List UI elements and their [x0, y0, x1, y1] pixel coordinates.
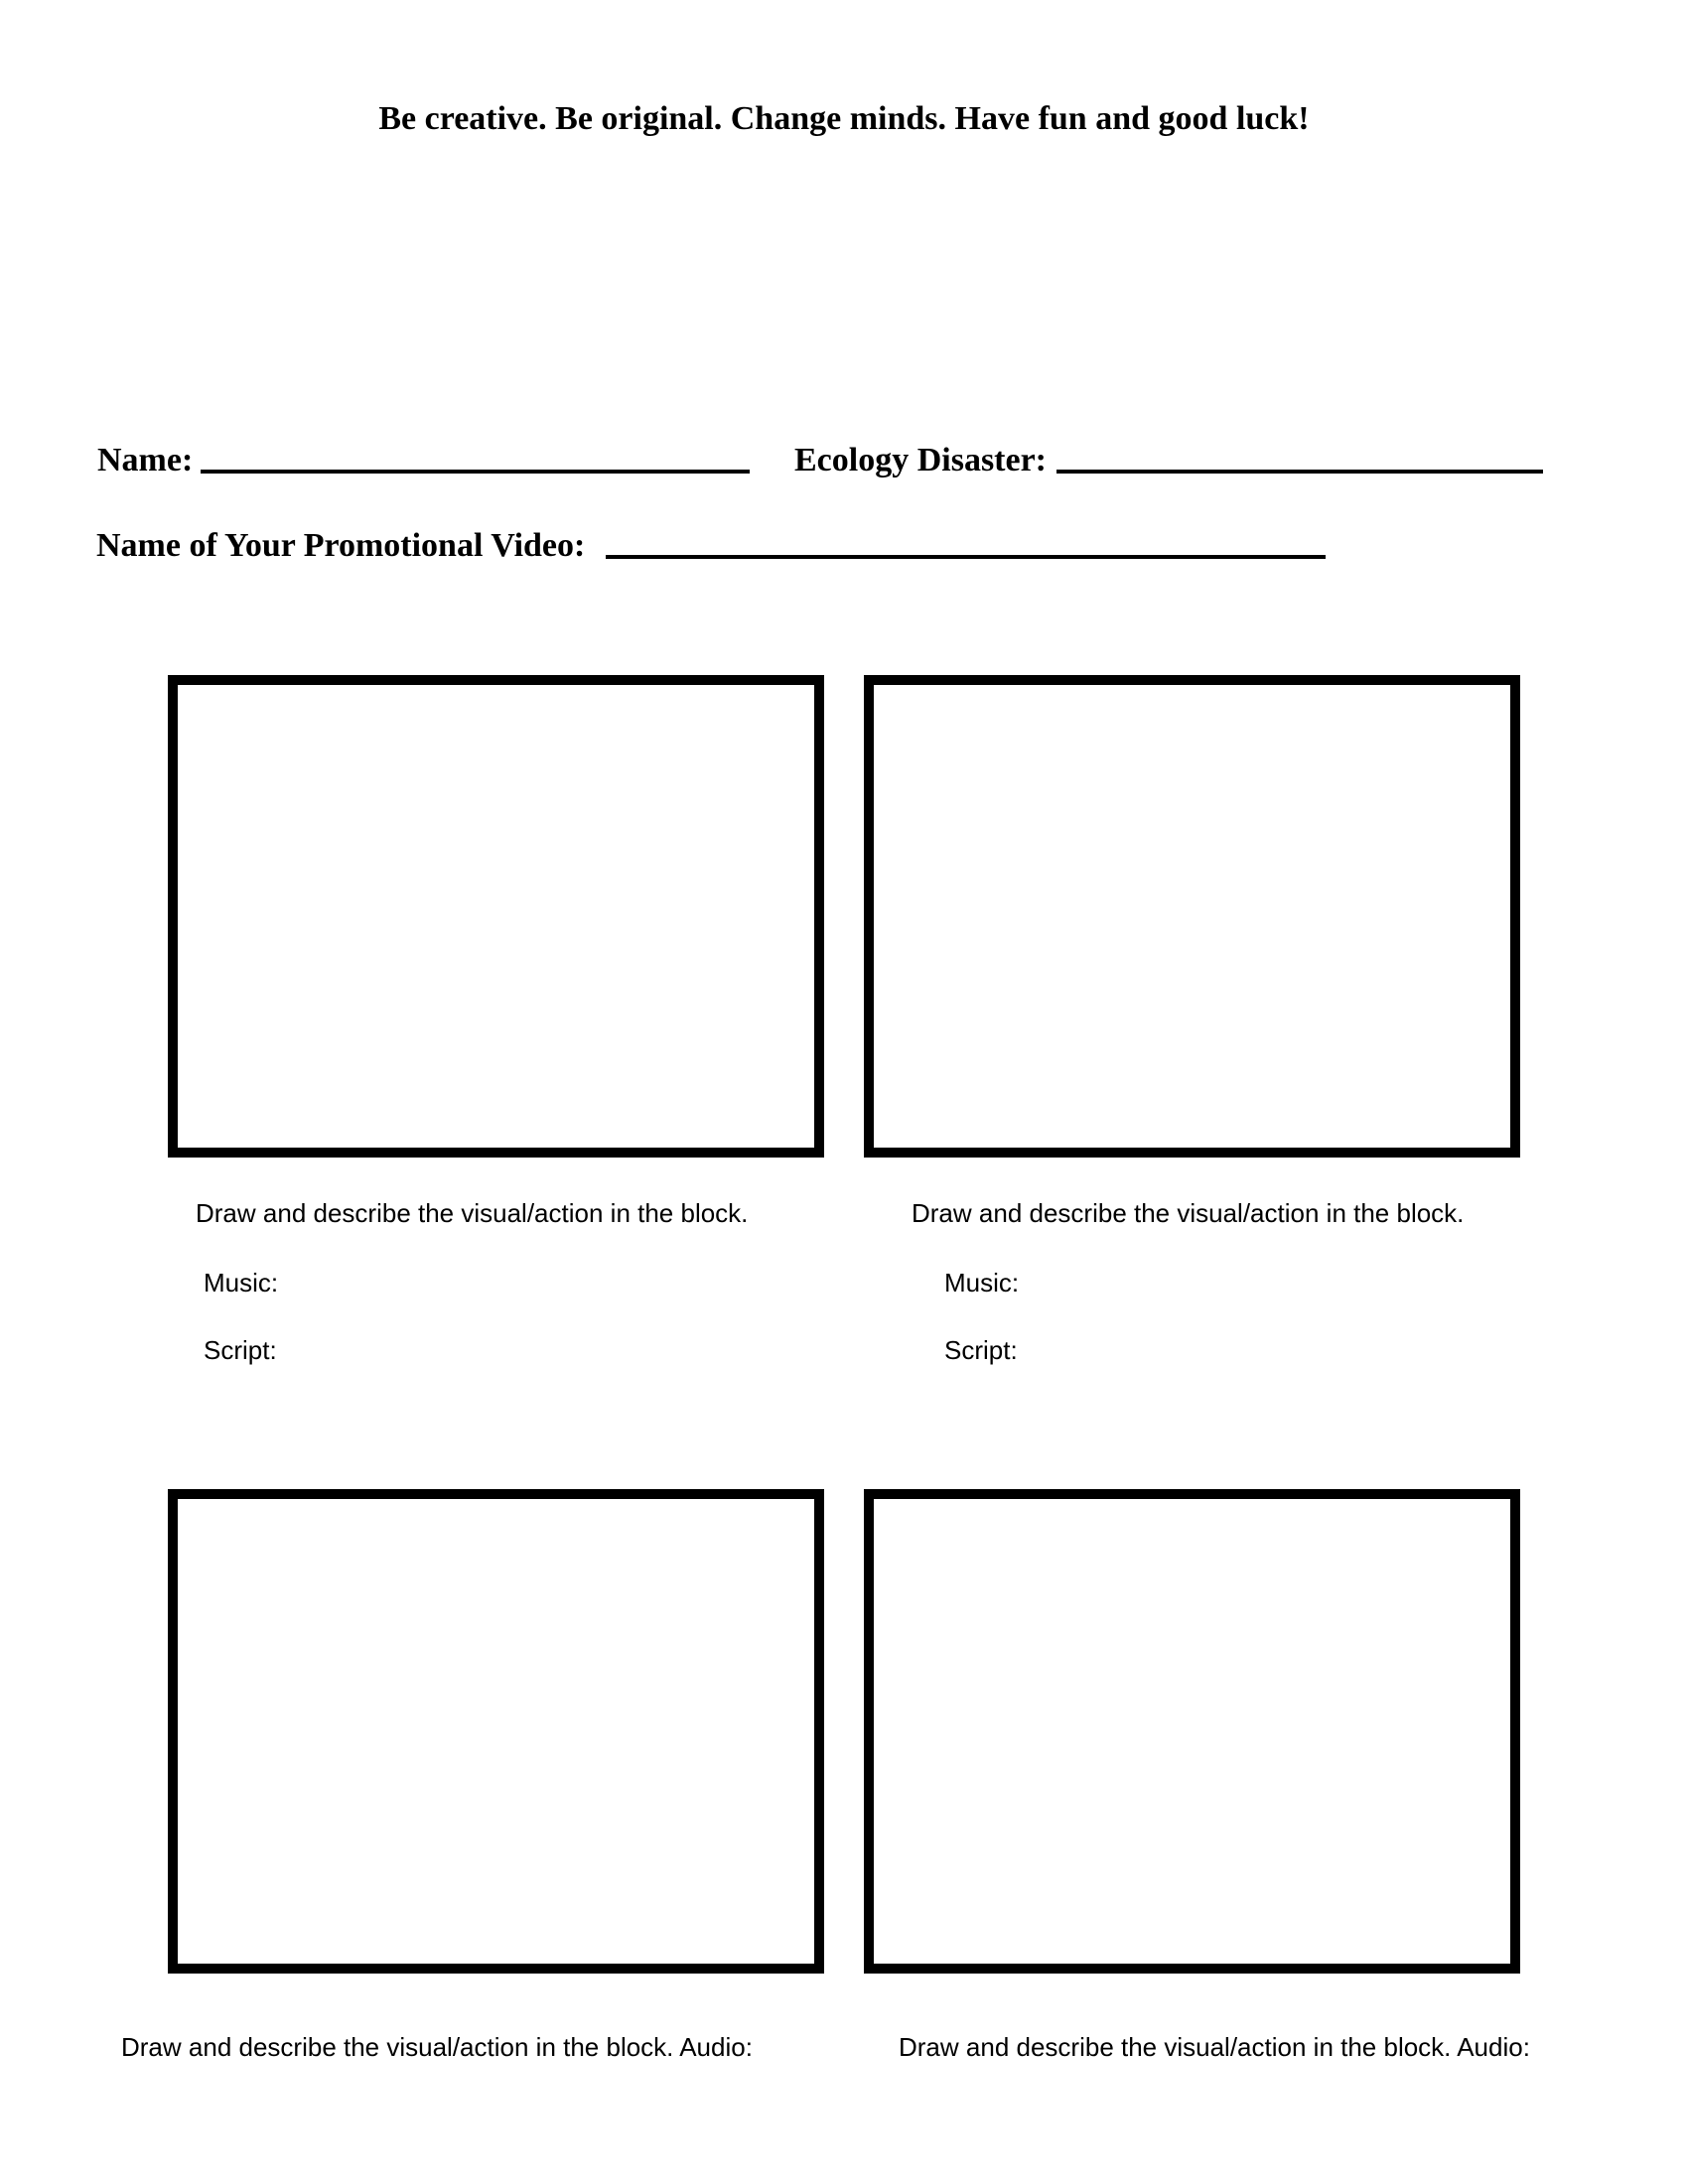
- ecology-disaster-field-line[interactable]: [1056, 470, 1543, 474]
- name-field-line[interactable]: [201, 470, 750, 474]
- storyboard-frame-1[interactable]: [168, 675, 824, 1158]
- panel-3-caption: Draw and describe the visual/action in the block. Audio:: [121, 2032, 753, 2062]
- panel-1-music-label: Music:: [204, 1268, 279, 1297]
- panel-1-script-label: Script:: [204, 1335, 277, 1365]
- panel-4-caption: Draw and describe the visual/action in the block. Audio:: [899, 2032, 1530, 2062]
- storyboard-frame-4[interactable]: [864, 1489, 1520, 1974]
- name-label: Name:: [97, 442, 194, 478]
- tagline-text: Be creative. Be original. Change minds. Have fun and good luck!: [378, 100, 1310, 137]
- panel-1-caption: Draw and describe the visual/action in the block.: [196, 1198, 749, 1228]
- panel-2-script-label: Script:: [944, 1335, 1018, 1365]
- panel-2-music-label: Music:: [944, 1268, 1020, 1297]
- panel-2-caption: Draw and describe the visual/action in the block.: [912, 1198, 1465, 1228]
- ecology-disaster-label: Ecology Disaster:: [794, 442, 1048, 478]
- storyboard-frame-3[interactable]: [168, 1489, 824, 1974]
- storyboard-frame-2[interactable]: [864, 675, 1520, 1158]
- promo-video-field-line[interactable]: [606, 555, 1326, 559]
- promo-video-label: Name of Your Promotional Video:: [96, 527, 586, 564]
